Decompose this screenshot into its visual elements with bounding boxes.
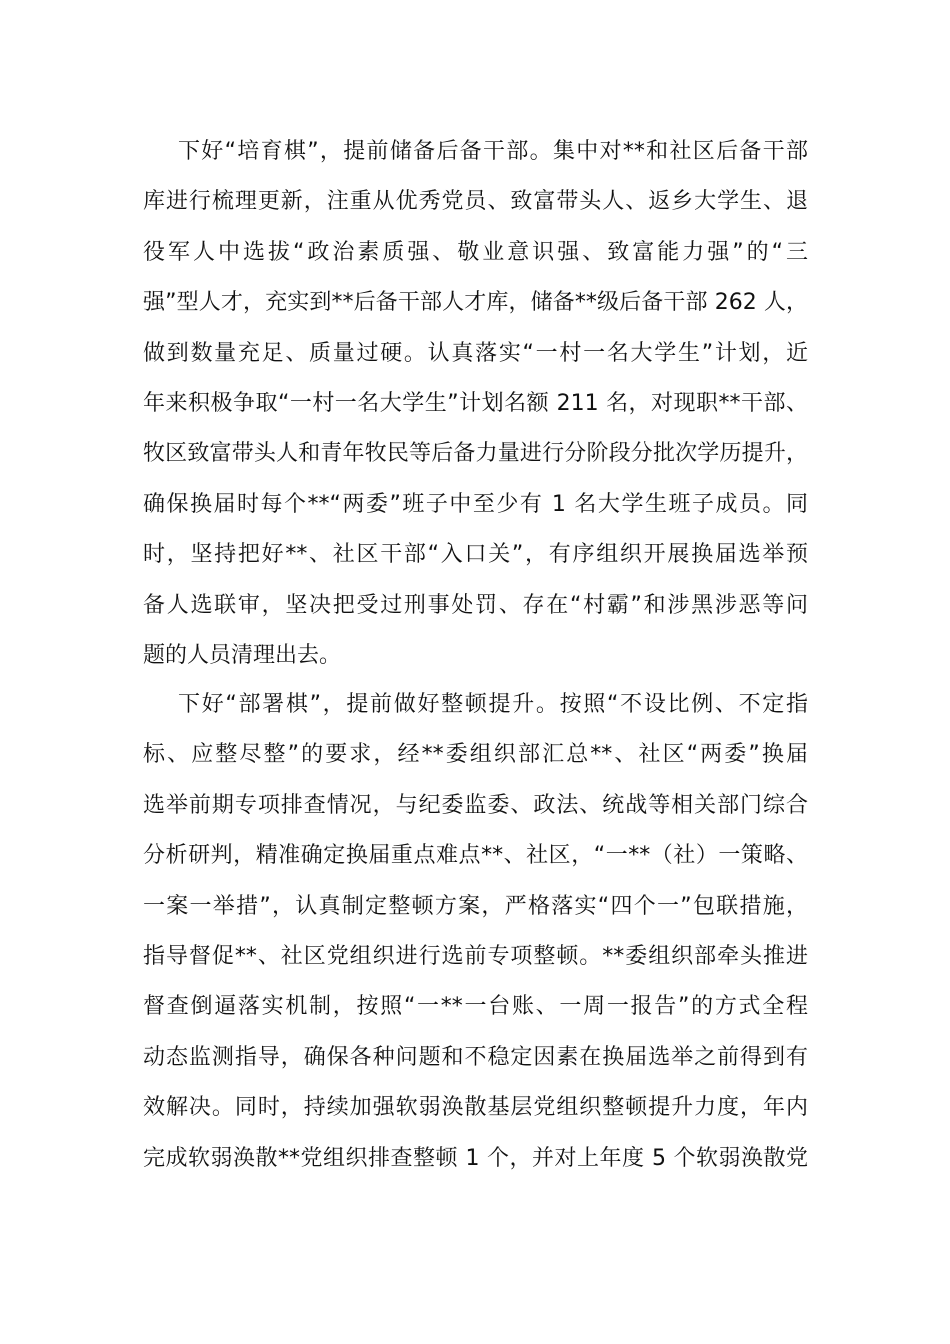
- paragraph-line: 备人选联审，坚决把受过刑事处罚、存在“村霸”和涉黑涉恶等问: [143, 592, 808, 618]
- paragraph-line: 题的人员清理出去。: [143, 642, 342, 668]
- paragraph-line: 指导督促**、社区党组织进行选前专项整顿。**委组织部牵头推进: [143, 943, 808, 969]
- paragraph-line: 完成软弱涣散**党组织排查整顿 1 个，并对上年度 5 个软弱涣散党: [143, 1145, 808, 1171]
- paragraph-line: 标、应整尽整”的要求，经**委组织部汇总**、社区“两委”换届: [143, 742, 808, 768]
- paragraph-line: 强”型人才，充实到**后备干部人才库，储备**级后备干部 262 人，: [143, 290, 808, 316]
- paragraph-reserve-cadres: [143, 127, 808, 681]
- paragraph-line: 库进行梳理更新，注重从优秀党员、致富带头人、返乡大学生、退: [143, 189, 808, 215]
- paragraph-line: 效解决。同时，持续加强软弱涣散基层党组织整顿提升力度，年内: [143, 1095, 808, 1121]
- paragraph-line: 动态监测指导，确保各种问题和不稳定因素在换届选举之前得到有: [143, 1044, 808, 1070]
- paragraph-line: 一案一举措”，认真制定整顿方案，严格落实“四个一”包联措施，: [143, 893, 808, 919]
- paragraph-rectification: [143, 680, 808, 1184]
- paragraph-line: 督查倒逼落实机制，按照“一**一台账、一周一报告”的方式全程: [143, 994, 808, 1020]
- paragraph-line: 下好“部署棋”，提前做好整顿提升。按照“不设比例、不定指: [178, 692, 808, 717]
- paragraph-line: 牧区致富带头人和青年牧民等后备力量进行分阶段分批次学历提升，: [143, 441, 808, 467]
- paragraph-line: 役军人中选拔“政治素质强、敬业意识强、致富能力强”的“三: [143, 239, 808, 265]
- paragraph-line: 时，坚持把好**、社区干部“入口关”，有序组织开展换届选举预: [143, 542, 808, 568]
- paragraph-line: 年来积极争取“一村一名大学生”计划名额 211 名，对现职**干部、: [143, 390, 808, 416]
- paragraph-line: 分析研判，精准确定换届重点难点**、社区，“一**（社）一策略、: [143, 843, 808, 869]
- paragraph-line: 做到数量充足、质量过硬。认真落实“一村一名大学生”计划，近: [143, 340, 808, 366]
- paragraph-line: 选举前期专项排查情况，与纪委监委、政法、统战等相关部门综合: [143, 792, 808, 818]
- paragraph-line: 确保换届时每个**“两委”班子中至少有 1 名大学生班子成员。同: [143, 491, 808, 517]
- paragraph-line: 下好“培育棋”，提前储备后备干部。集中对**和社区后备干部: [178, 139, 808, 164]
